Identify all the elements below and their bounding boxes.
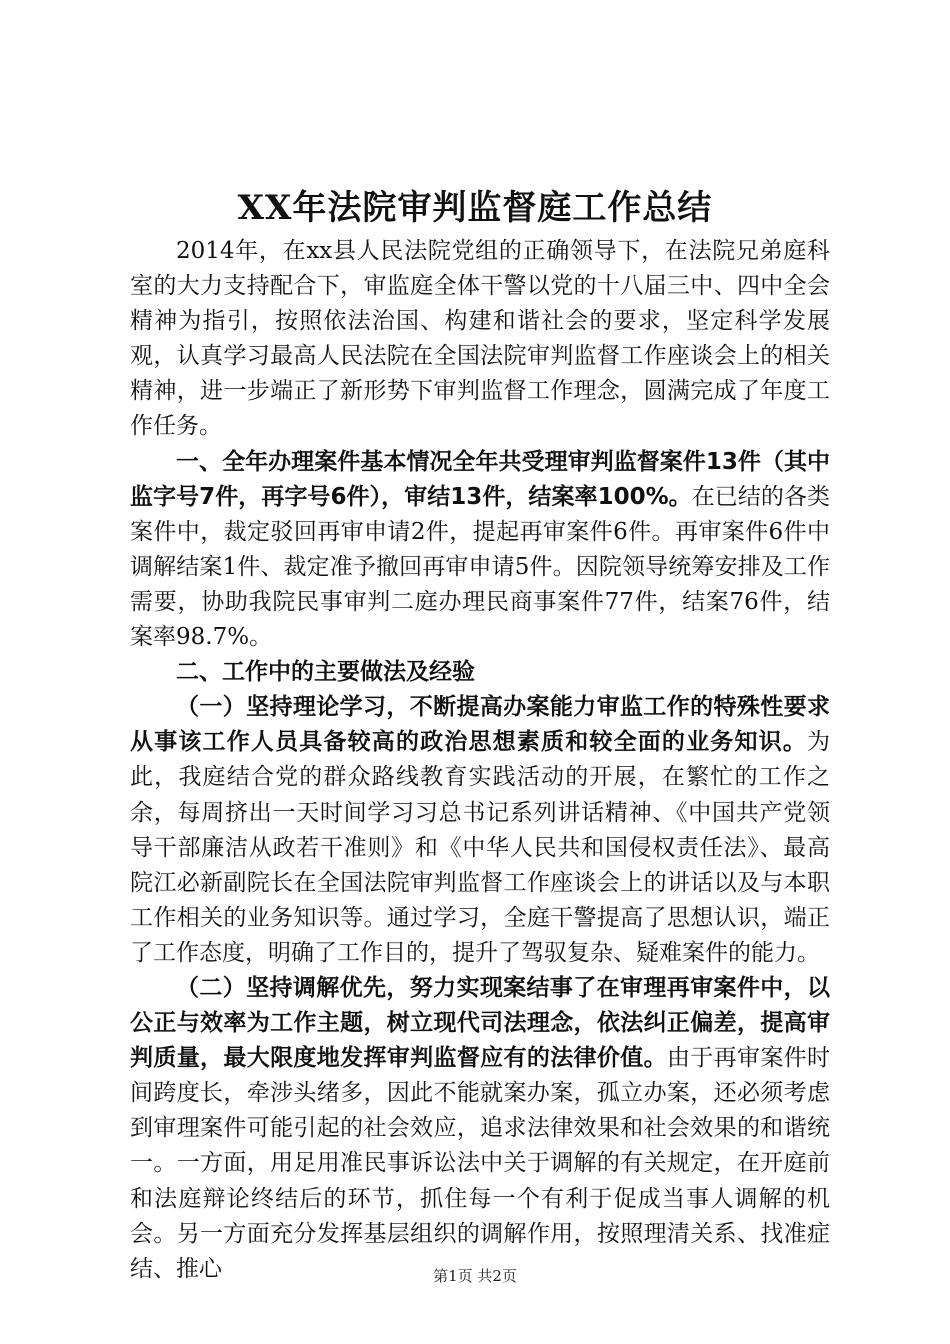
paragraph-heading: （二）坚持调解优先，努力实现案结事了在审理再审案件中，以公正与效率为工作主题，树立现代司法理念，依法纠正偏差，提高审判质量，最大限度地发挥审判监督应有的法律价值。 <box>130 974 830 1072</box>
paragraph-text: 由于再审案件时间跨度长，牵涉头绪多，因此不能就案办案，孤立办案，还必须考虑到审理案件可能引起的社会效应，追求法律效果和社会效果的和谐统一。一方面，用足用准民事诉讼法中关于调解的有关规定，在开庭前和法庭辩论终结后的环节，抓住每一个有利于促成当事人调解的机会。另一方面充分发挥基层组织的调解作用，按照理清关系、找准症结、推心 <box>130 1045 831 1282</box>
paragraph-heading: 二、工作中的主要做法及经验 <box>176 659 475 686</box>
paragraph-subsection-1 <box>130 690 830 971</box>
paragraph-text: 2014年，在xx县人民法院党组的正确领导下，在法院兄弟庭科室的大力支持配合下，审监庭全体干警以党的十八届三中、四中全会精神为指引，按照依法治国、构建和谐社会的要求，坚定科学发展观，认真学习最高人民法院在全国法院审判监督工作座谈会上的相关精神，进一步端正了新形势下审判监督工作理念，圆满完成了年度工作任务。 <box>130 238 830 440</box>
paragraph-text: 在已结的各类案件中，裁定驳回再审申请2件，提起再审案件6件。再审案件6件中调解结案1件、裁定准予撤回再审申请5件。因院领导统筹安排及工作需要，协助我院民事审判二庭办理民商事案件77件，结案76件，结案率98.7%。 <box>130 483 831 651</box>
paragraph-heading: （一）坚持理论学习，不断提高办案能力审监工作的特殊性要求从事该工作人员具备较高的政治思想素质和较全面的业务知识。 <box>130 694 830 756</box>
paragraph-heading: 一、全年办理案件基本情况全年共受理审判监督案件13件（其中监字号7件，再字号6件），审结13件，结案率100%。 <box>130 448 830 510</box>
paragraph-section-1 <box>130 445 830 656</box>
paragraph-intro <box>130 234 830 445</box>
paragraph-subsection-2 <box>130 971 830 1287</box>
paragraph-section-2 <box>130 655 830 690</box>
paragraph-text: 为此，我庭结合党的群众路线教育实践活动的开展，在繁忙的工作之余，每周挤出一天时间学习习总书记系列讲话精神、《中国共产党领导干部廉洁从政若干准则》和《中华人民共和国侵权责任法》、最高院江必新副院长在全国法院审判监督工作座谈会上的讲话以及与本职工作相关的业务知识等。通过学习，全庭干警提高了思想认识，端正了工作态度，明确了工作目的，提升了驾驭复杂、疑难案件的能力。 <box>130 729 830 966</box>
page-footer: 第1页 共2页 <box>433 1267 517 1285</box>
document-body <box>130 234 830 1287</box>
document-title: XX年法院审判监督庭工作总结 <box>237 188 713 228</box>
